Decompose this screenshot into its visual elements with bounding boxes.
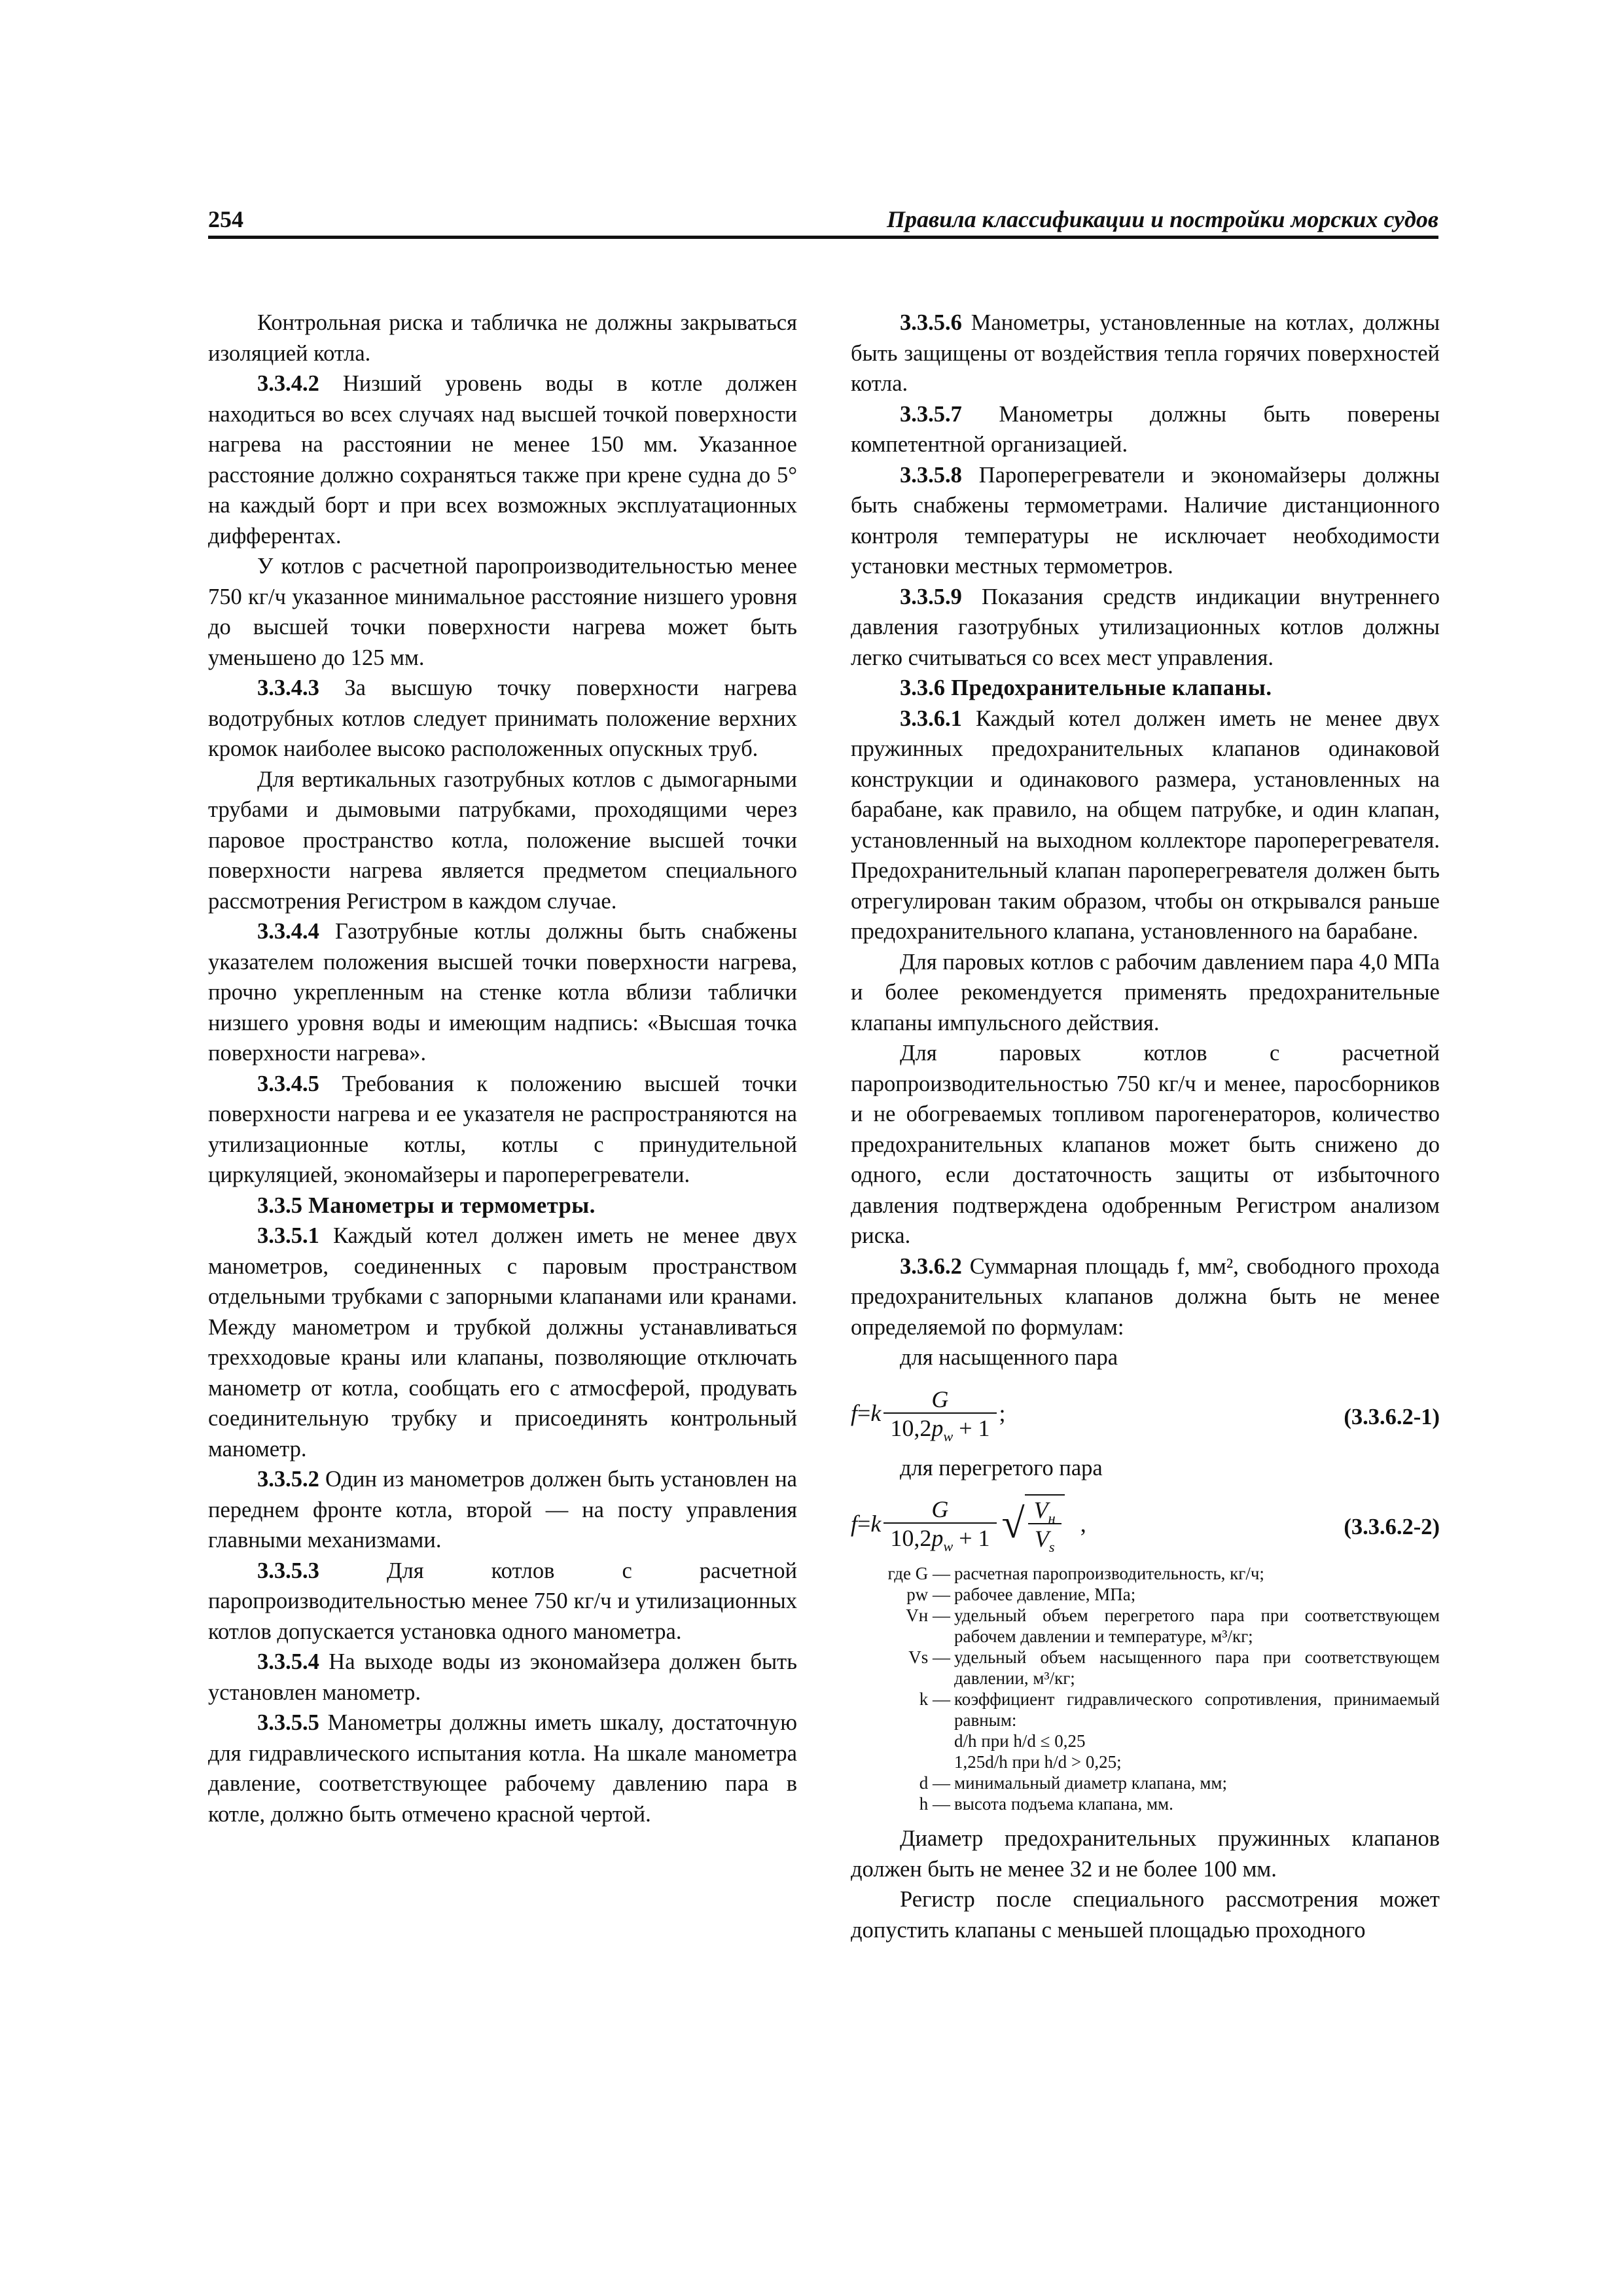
legend-symbol: где G — <box>887 1564 950 1583</box>
legend-row <box>851 1563 1440 1584</box>
paragraph <box>851 1884 1440 1945</box>
paragraph-text: Манометры, установленные на котлах, должны быть защищены от воздействия тепла горячих поверхностей котла. <box>851 310 1440 396</box>
clause-number: 3.3.5.1 <box>257 1223 319 1248</box>
legend-row <box>851 1584 1440 1605</box>
legend-row <box>851 1689 1440 1731</box>
clause-number: 3.3.6 <box>900 675 945 700</box>
clause-number: 3.3.5.8 <box>900 462 962 488</box>
legend-text: 1,25d/h при h/d > 0,25; <box>954 1752 1122 1772</box>
paragraph <box>208 1708 797 1829</box>
legend-symbol: h — <box>919 1794 950 1814</box>
page-header <box>208 202 1438 239</box>
legend-symbol: Vн — <box>906 1605 950 1625</box>
paragraph-text: Для вертикальных газотрубных котлов с дымогарными трубами и дымовыми патрубками, проходящими через паровое пространство котла, положение высшей точки поверхности нагрева является предметом специального рассмотрения Регистром в каждом случае. <box>208 766 797 914</box>
paragraph <box>851 1038 1440 1251</box>
paragraph <box>851 308 1440 399</box>
paragraph-text: Контрольная риска и табличка не должны закрываться изоляцией котла. <box>208 310 797 366</box>
paragraph <box>851 582 1440 673</box>
paragraph-text: Каждый котел должен иметь не менее двух пружинных предохранительных клапанов одинаковой конструкции и одинакового размера, установленных на барабане, как правило, на общем патрубке, и один клапан, установленный на выходном коллекторе пароперегревателя. Предохранительный клапан пароперегревателя должен быть отрегулирован таким образом, чтобы он открывался раньше предохранительного клапана, установленного на барабане. <box>851 706 1440 944</box>
paragraph-text: Показания средств индикации внутреннего давления газотрубных утилизационных котлов должны легко считываться со всех мест управления. <box>851 584 1440 670</box>
legend-text: рабочее давление, МПа; <box>954 1585 1136 1604</box>
clause-number: 3.3.5.5 <box>257 1710 319 1735</box>
paragraph <box>208 916 797 1069</box>
clause-number: 3.3.5.4 <box>257 1649 319 1674</box>
equation-number: (3.3.6.2-1) <box>1344 1404 1440 1429</box>
clause-number: 3.3.5 <box>257 1193 302 1218</box>
clause-number: 3.3.6.2 <box>900 1253 962 1279</box>
clause-number: 3.3.4.4 <box>257 919 319 944</box>
legend-symbol: Vs — <box>908 1647 950 1667</box>
paragraph <box>851 704 1440 947</box>
legend-symbol: d — <box>919 1773 950 1793</box>
clause-number: 3.3.4.5 <box>257 1071 319 1096</box>
paragraph-text: для насыщенного пара <box>900 1345 1118 1370</box>
paragraph <box>851 1823 1440 1884</box>
paragraph <box>208 1464 797 1556</box>
paragraph-text: Один из манометров должен быть установлен на переднем фронте котла, второй — на посту управления главными механизмами. <box>208 1467 797 1552</box>
clause-number: 3.3.5.2 <box>257 1467 319 1492</box>
paragraph-text: Диаметр предохранительных пружинных клапанов должен быть не менее 32 и не более 100 мм. <box>851 1826 1440 1882</box>
paragraph-text: Суммарная площадь f, мм², свободного прохода предохранительных клапанов должна быть не менее определяемой по формулам: <box>851 1253 1440 1340</box>
formula-saturated: f = k $\frac{G}{10,2p_w + 1}$ ; (3.3.6.2-1) <box>851 1386 1440 1444</box>
legend-text: удельный объем насыщенного пара при соответствующем давлении, м³/кг; <box>954 1647 1440 1688</box>
legend-row <box>851 1751 1440 1772</box>
paragraph <box>208 673 797 764</box>
legend-text: d/h при h/d ≤ 0,25 <box>954 1731 1086 1751</box>
paragraph <box>208 308 797 368</box>
page-number: 254 <box>208 206 243 232</box>
legend-symbol <box>851 1731 954 1751</box>
legend-text: расчетная паропроизводительность, кг/ч; <box>954 1564 1264 1583</box>
paragraph <box>208 1221 797 1464</box>
paragraph <box>208 551 797 673</box>
paragraph-text: Манометры и термометры. <box>302 1193 596 1218</box>
legend-text: удельный объем перегретого пара при соответствующем рабочем давлении и температуре, м³/кг; <box>954 1605 1440 1646</box>
left-column <box>208 308 797 1829</box>
paragraph <box>851 947 1440 1039</box>
legend-symbol: pw — <box>906 1585 950 1604</box>
paragraph <box>208 1069 797 1191</box>
legend-text: минимальный диаметр клапана, мм; <box>954 1773 1228 1793</box>
formula-legend <box>851 1563 1440 1814</box>
legend-row <box>851 1793 1440 1814</box>
legend-row <box>851 1772 1440 1793</box>
paragraph <box>208 764 797 917</box>
paragraph-text: За высшую точку поверхности нагрева водотрубных котлов следует принимать положение верхних кромок наиболее высоко расположенных опускных труб. <box>208 675 797 761</box>
clause-number: 3.3.6.1 <box>900 706 962 731</box>
legend-row <box>851 1647 1440 1689</box>
paragraph <box>851 1342 1440 1373</box>
legend-row <box>851 1605 1440 1647</box>
paragraph-text: Регистр после специального рассмотрения может допустить клапаны с меньшей площадью проходного <box>851 1887 1440 1943</box>
legend-row <box>851 1731 1440 1751</box>
paragraph-text: Манометры должны иметь шкалу, достаточную для гидравлического испытания котла. На шкале манометра давление, соответствующее рабочему давлению пара в котле, должно быть отмечено красной чертой. <box>208 1710 797 1827</box>
paragraph-text: Манометры должны быть поверены компетентной организацией. <box>851 401 1440 457</box>
clause-number: 3.3.5.9 <box>900 584 962 609</box>
paragraph <box>208 1556 797 1647</box>
paragraph-text: Требования к положению высшей точки поверхности нагрева и ее указателя не распространяются на утилизационные котлы, котлы с принудительной циркуляцией, экономайзеры и пароперегреватели. <box>208 1071 797 1187</box>
paragraph <box>208 368 797 551</box>
clause-number: 3.3.5.6 <box>900 310 962 335</box>
clause-number: 3.3.4.2 <box>257 371 319 396</box>
legend-symbol: k — <box>919 1689 950 1709</box>
clause-number: 3.3.5.7 <box>900 401 962 427</box>
paragraph-text: Низший уровень воды в котле должен находиться во всех случаях над высшей точкой поверхности нагрева на расстоянии не менее 150 мм. Указанное расстояние должно сохраняться также при крене судна до 5° на каждый борт и при всех возможных эксплуатационных дифферентах. <box>208 371 797 548</box>
paragraph <box>851 1251 1440 1343</box>
paragraph-text: Газотрубные котлы должны быть снабжены указателем положения высшей точки поверхности нагрева, прочно укрепленным на стенке котла вблизи таблички низшего уровня воды и имеющим надпись: «Высшая точка поверхности нагрева». <box>208 919 797 1066</box>
paragraph-text: Для котлов с расчетной паропроизводительностью менее 750 кг/ч и утилизационных котлов допускается установка одного манометра. <box>208 1558 797 1644</box>
legend-text: коэффициент гидравлического сопротивления, принимаемый равным: <box>954 1689 1440 1730</box>
paragraph-text: Пароперегреватели и экономайзеры должны быть снабжены термометрами. Наличие дистанционного контроля температуры не исключает необходимости установки местных термометров. <box>851 462 1440 579</box>
paragraph-text: Предохранительные клапаны. <box>945 675 1272 700</box>
paragraph <box>208 1647 797 1708</box>
equation-number: (3.3.6.2-2) <box>1344 1515 1440 1539</box>
paragraph <box>851 460 1440 582</box>
section-heading <box>851 673 1440 704</box>
legend-symbol <box>851 1751 954 1772</box>
paragraph <box>851 399 1440 460</box>
clause-number: 3.3.4.3 <box>257 675 319 700</box>
paragraph-text: Для паровых котлов с расчетной паропроизводительностью 750 кг/ч и менее, паросборников и не обогреваемых топливом парогенераторов, количество предохранительных клапанов может быть снижено до одного, если достаточность защиты от избыточного давления подтверждена одобренным Регистром анализом риска. <box>851 1041 1440 1248</box>
formula-superheated: f = k $\frac{G}{10,2p_w + 1}$ √ $\frac{V_н}{V_s}$ , (3.3.6.2-2) <box>851 1488 1440 1559</box>
legend-text: высота подъема клапана, мм. <box>954 1794 1173 1814</box>
section-heading <box>208 1191 797 1221</box>
paragraph-text: У котлов с расчетной паропроизводительностью менее 750 кг/ч указанное минимальное расстояние низшего уровня до высшей точки поверхности нагрева может быть уменьшено до 125 мм. <box>208 554 797 670</box>
paragraph: для перегретого пара <box>900 1455 1103 1480</box>
paragraph-text: Для паровых котлов с рабочим давлением пара 4,0 МПа и более рекомендуется применять предохранительные клапаны импульсного действия. <box>851 949 1440 1035</box>
right-column <box>851 308 1440 1945</box>
paragraph-text: Каждый котел должен иметь не менее двух манометров, соединенных с паровым пространством отдельными трубками с запорными клапанами или кранами. Между манометром и трубкой должны устанавливаться трехходовые краны или клапаны, позволяющие отключать манометр от котла, сообщать его с атмосферой, продувать соединительную трубку и присоединять контрольный манометр. <box>208 1223 797 1462</box>
paragraph-text: На выходе воды из экономайзера должен быть установлен манометр. <box>208 1649 797 1705</box>
clause-number: 3.3.5.3 <box>257 1558 319 1583</box>
running-title: Правила классификации и постройки морских судов <box>887 206 1438 232</box>
